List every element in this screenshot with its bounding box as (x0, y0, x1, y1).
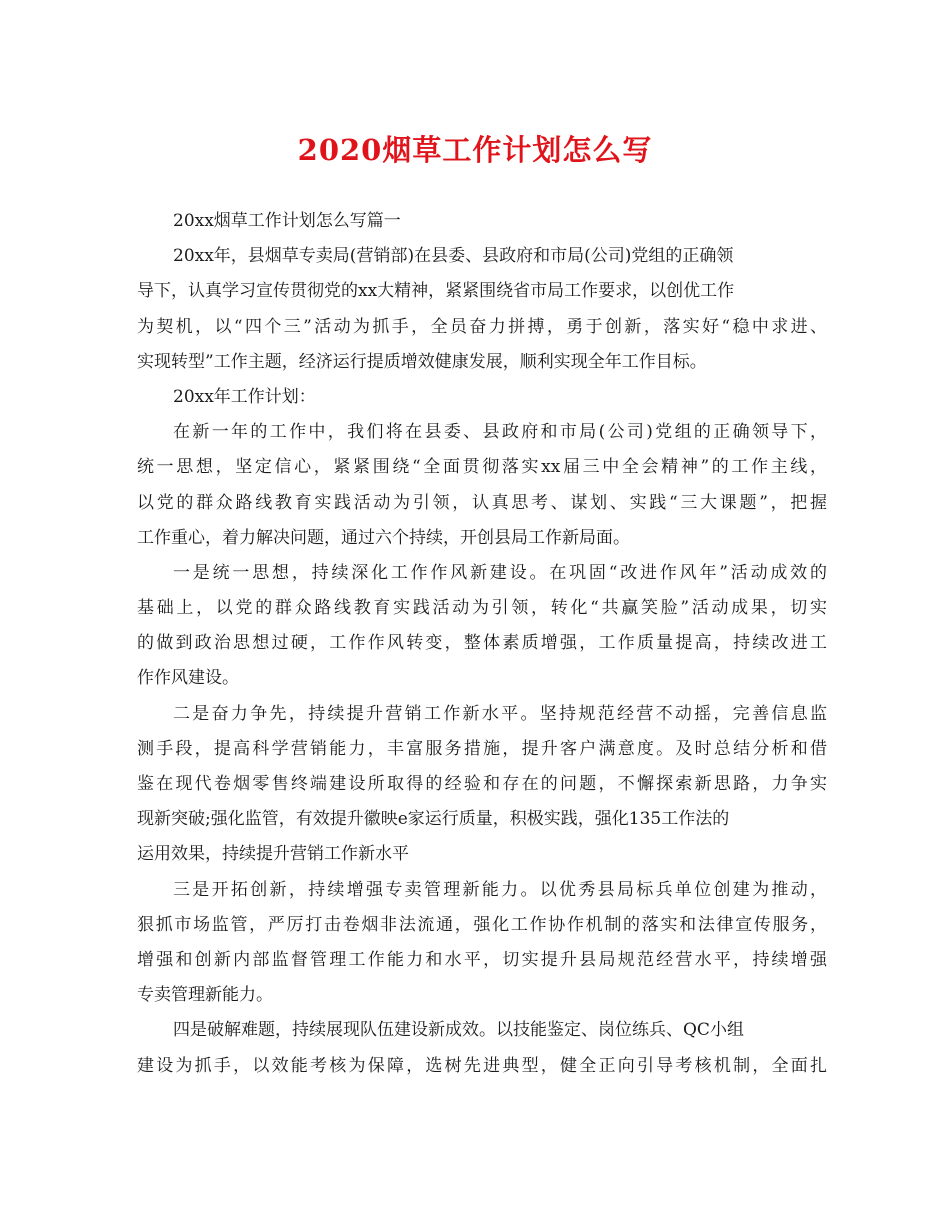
text-line: 四是破解难题，持续展现队伍建设新成效。以技能鉴定、岗位练兵、QC小组 (173, 1020, 744, 1041)
text-line: 现新突破;强化监管，有效提升徽映e家运行质量，积极实践，强化135工作法的 (137, 809, 730, 830)
document-title: 2020烟草工作计划怎么写 (297, 133, 653, 167)
text-line: 在新一年的工作中，我们将在县委、县政府和市局(公司)党组的正确领导下， (173, 422, 827, 443)
text-line: 工作重心，着力解决问题，通过六个持续，开创县局工作新局面。 (137, 527, 630, 548)
text-line: 运用效果，持续提升营销工作新水平 (137, 844, 409, 865)
text-line: 20xx年工作计划： (173, 386, 316, 407)
document-body (137, 204, 827, 1084)
text-line: 实现转型”工作主题，经济运行提质增效健康发展，顺利实现全年工作目标。 (137, 351, 707, 372)
text-line: 鉴在现代卷烟零售终端建设所取得的经验和存在的问题，不懈探索新思路，力争实 (137, 774, 827, 794)
text-line: 三是开拓创新，持续增强专卖管理新能力。以优秀县局标兵单位创建为推动， (173, 879, 827, 900)
text-line: 专卖管理新能力。 (137, 985, 273, 1006)
text-line: 以党的群众路线教育实践活动为引领，认真思考、谋划、实践“三大课题”，把握 (137, 492, 827, 513)
text-line: 统一思想，坚定信心，紧紧围绕“全面贯彻落实xx届三中全会精神”的工作主线， (137, 457, 827, 478)
text-line: 基础上，以党的群众路线教育实践活动为引领，转化“共赢笑脸”活动成果，切实 (137, 598, 827, 619)
text-line: 20xx年，县烟草专卖局(营销部)在县委、县政府和市局(公司)党组的正确领 (173, 246, 734, 267)
text-line: 狠抓市场监管，严厉打击卷烟非法流通，强化工作协作机制的落实和法律宣传服务， (137, 914, 827, 935)
text-line: 二是奋力争先，持续提升营销工作新水平。坚持规范经营不动摇，完善信息监 (173, 703, 827, 724)
text-line: 作作风建设。 (137, 668, 239, 689)
text-line: 建设为抓手，以效能考核为保障，选树先进典型，健全正向引导考核机制，全面扎 (137, 1055, 827, 1076)
text-line: 测手段，提高科学营销能力，丰富服务措施，提升客户满意度。及时总结分析和借 (137, 738, 827, 759)
text-line: 的做到政治思想过硬，工作作风转变，整体素质增强，工作质量提高，持续改进工 (137, 633, 827, 654)
text-line: 一是统一思想，持续深化工作作风新建设。在巩固“改进作风年”活动成效的 (173, 562, 827, 583)
text-line: 导下，认真学习宣传贯彻党的xx大精神，紧紧围绕省市局工作要求，以创优工作 (137, 281, 735, 302)
text-line: 增强和创新内部监督管理工作能力和水平，切实提升县局规范经营水平，持续增强 (137, 949, 827, 970)
text-line: 20xx烟草工作计划怎么写篇一 (173, 211, 401, 231)
text-line: 为契机，以“四个三”活动为抓手，全员奋力拼搏，勇于创新，落实好“稳中求进、 (137, 316, 827, 337)
